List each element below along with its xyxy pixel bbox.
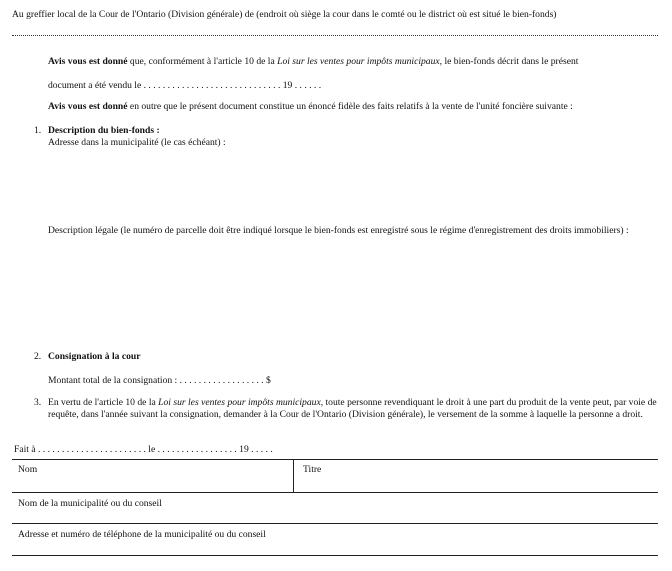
name-row-rule [12,492,658,493]
signature-table-top-rule [12,459,658,460]
law-title: Loi sur les ventes pour impôts municipaux, [277,56,443,67]
address-phone-field-label: Adresse et numéro de téléphone de la municipalité ou du conseil [18,529,266,540]
done-at-line[interactable]: Fait à . . . . . . . . . . . . . . . . . . . . . . . le . . . . . . . . . . . . . . . . . 19 . . . . . [14,444,273,455]
section-2-heading: Consignation à la cour [48,351,141,362]
notice-text-a: que, conformément à l'article 10 de la [127,56,278,67]
notice-paragraph-2 [48,101,573,113]
municipality-row-rule [12,523,658,524]
address-label: Adresse dans la municipalité (le cas échéant) : [48,137,226,148]
section-1-number: 1. [34,125,42,136]
section-3-text-a: En vertu de l'article 10 de la [48,397,159,408]
deposit-amount-line[interactable]: Montant total de la consignation : . . . . . . . . . . . . . . . . . . $ [48,375,271,386]
notice-paragraph-1 [48,56,578,68]
notice-text-b: le bien-fonds décrit dans le présent [442,56,579,67]
name-field-label: Nom [18,464,38,475]
section-1-heading: Description du bien-fonds : [48,125,160,136]
section-3-number: 3. [34,397,42,408]
title-field-label: Titre [303,464,322,475]
notice-bold-lead: Avis vous est donné [48,56,128,67]
section-3-paragraph [48,397,658,421]
name-title-divider [293,459,294,492]
section-3-law-title: Loi sur les ventes pour impôts municipaux, [158,397,324,408]
address-row-rule [12,555,658,556]
addressee-line: Au greffier local de la Cour de l'Ontario (Division générale) de (endroit où siège la cour dans le comté ou le district où est situé le bien-fonds) [12,9,557,20]
notice-text-2: en outre que le présent document constitue un énoncé fidèle des faits relatifs à la vente de l'unité foncière suivante : [127,101,573,112]
addressee-fill-line[interactable] [12,35,658,36]
section-2-number: 2. [34,351,42,362]
notice-bold-lead-2: Avis vous est donné [48,101,128,112]
municipality-field-label: Nom de la municipalité ou du conseil [18,498,162,509]
legal-description-label: Description légale (le numéro de parcelle doit être indiqué lorsque le bien-fonds est enregistré sous le régime d'enregistrement des droits immobiliers) : [48,225,629,236]
sale-date-line[interactable]: document a été vendu le . . . . . . . . . . . . . . . . . . . . . . . . . . . . . 19 . . . . . . [48,80,322,91]
section-3-text-b: toute personne revendiquant le droit à une part du produit de la vente peut, par voie de requête, dans l'année suivant la consignation, demander à la Cour de l'Ontario (Division générale), le versement de la somme à laquelle la personne a droit. [48,397,657,420]
